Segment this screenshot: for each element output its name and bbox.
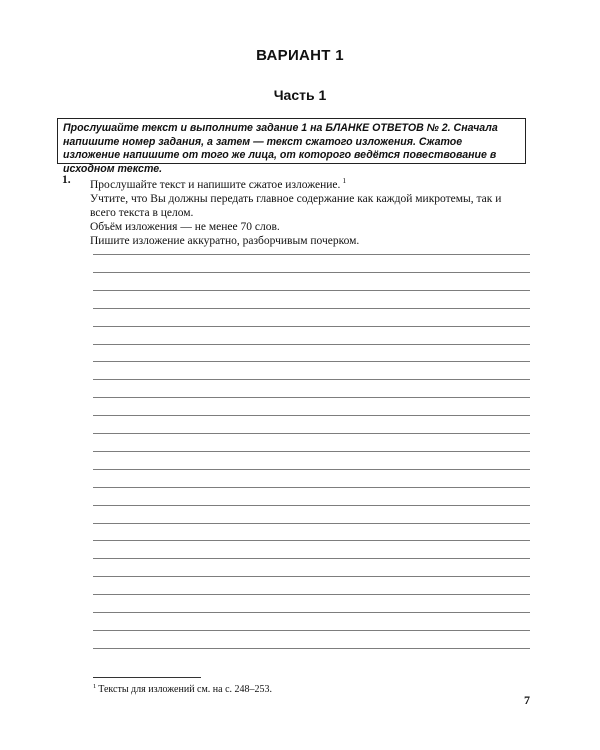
writing-line[interactable] — [93, 290, 530, 291]
part-title: Часть 1 — [273, 87, 327, 103]
writing-line[interactable] — [93, 254, 530, 255]
task-line-1: Прослушайте текст и напишите сжатое изложение. $^1$ — [90, 176, 347, 191]
task-line-3: Объём изложения — не менее 70 слов. — [90, 221, 280, 233]
writing-line[interactable] — [93, 576, 530, 577]
writing-line[interactable] — [93, 558, 530, 559]
writing-line[interactable] — [93, 540, 530, 541]
writing-line[interactable] — [93, 648, 530, 649]
writing-line[interactable] — [93, 361, 530, 362]
writing-line[interactable] — [93, 594, 530, 595]
writing-line[interactable] — [93, 487, 530, 488]
writing-line[interactable] — [93, 397, 530, 398]
task-number: 1. — [62, 174, 71, 186]
page-number: 7 — [524, 693, 530, 707]
writing-line[interactable] — [93, 415, 530, 416]
writing-lines-area[interactable] — [93, 254, 530, 674]
writing-line[interactable] — [93, 469, 530, 470]
footnote-rule — [93, 677, 201, 678]
writing-line[interactable] — [93, 630, 530, 631]
writing-line[interactable] — [93, 308, 530, 309]
instruction-box — [57, 118, 526, 175]
instruction-text: Прослушайте текст и выполните задание 1 на БЛАНКЕ ОТВЕТОВ № 2. Сначала напишите номер задания, а затем — текст сжатого изложения. Сжатое изложение напишите от того же лица, от которого ведётся повествование в исходном тексте. — [63, 122, 498, 175]
writing-line[interactable] — [93, 451, 530, 452]
task-line-4: Пишите изложение аккуратно, разборчивым почерком. — [90, 235, 360, 247]
footnote-text: Тексты для изложений см. на с. 248–253. — [98, 684, 273, 695]
writing-line[interactable] — [93, 344, 530, 345]
writing-line[interactable] — [93, 505, 530, 506]
footnote-number: 1 — [93, 683, 97, 690]
task-text — [90, 174, 530, 248]
writing-line[interactable] — [93, 523, 530, 524]
writing-line[interactable] — [93, 326, 530, 327]
writing-line[interactable] — [93, 612, 530, 613]
writing-line[interactable] — [93, 272, 530, 273]
footnote — [93, 683, 272, 695]
variant-title: ВАРИАНТ 1 — [256, 47, 344, 64]
writing-line[interactable] — [93, 379, 530, 380]
writing-line[interactable] — [93, 433, 530, 434]
footnote-marker: 1 — [342, 176, 347, 185]
task-line-2: Учтите, что Вы должны передать главное содержание как каждой микротемы, так и всего текста в целом. — [90, 193, 502, 219]
